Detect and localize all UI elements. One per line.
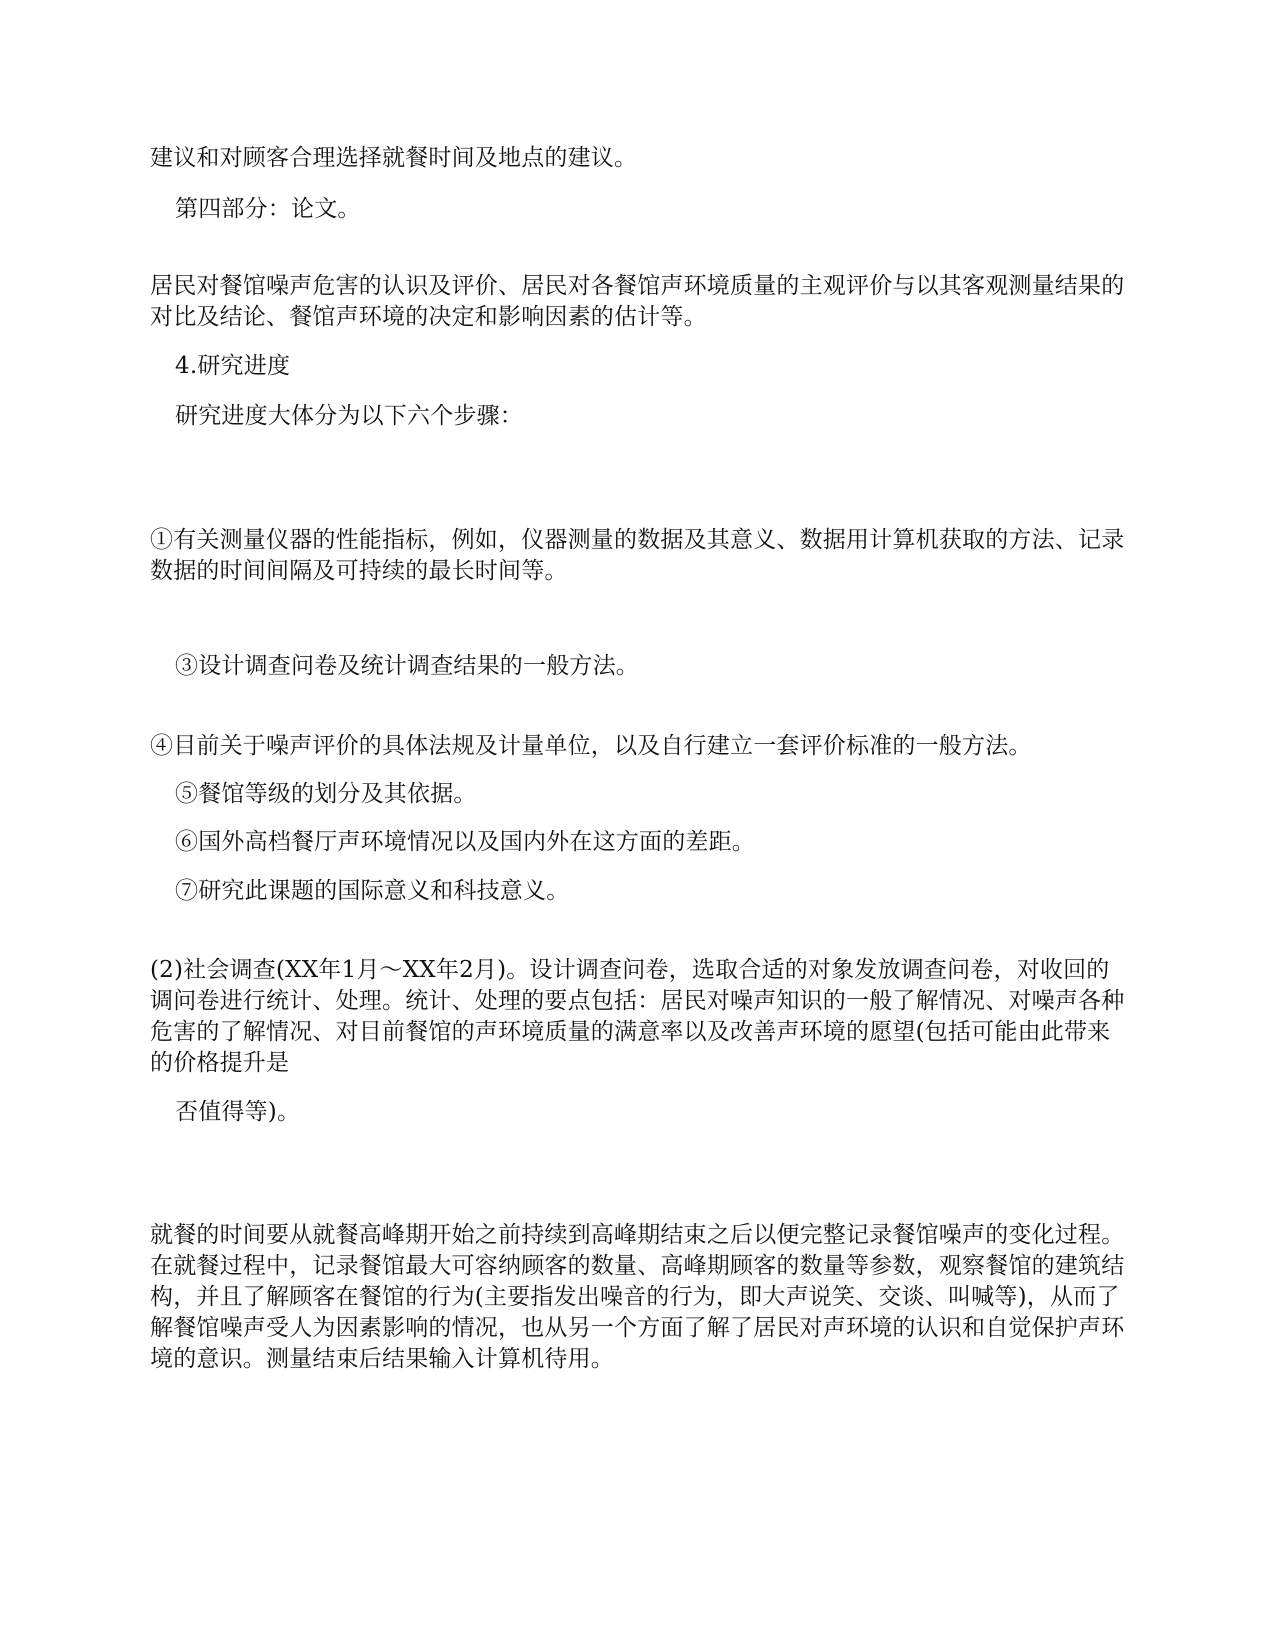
section-heading-research-progress: 4.研究进度 — [175, 353, 291, 379]
list-item-3: ③设计调查问卷及统计调查结果的一般方法。 — [175, 653, 639, 679]
list-item-4: ④目前关于噪声评价的具体法规及计量单位，以及自行建立一套评价标准的一般方法。 — [150, 733, 1032, 759]
paragraph-social-survey-continued: 否值得等)。 — [175, 1099, 301, 1125]
paragraph-part-four-heading: 第四部分：论文。 — [175, 196, 361, 222]
list-item-1: ①有关测量仪器的性能指标，例如，仪器测量的数据及其意义、数据用计算机获取的方法、记录数据的时间间隔及可持续的最长时间等。 — [150, 527, 1125, 584]
paragraph-recommendation-end: 建议和对顾客合理选择就餐时间及地点的建议。 — [150, 145, 638, 171]
list-item-7: ⑦研究此课题的国际意义和科技意义。 — [175, 878, 570, 904]
paragraph-dining-measurement: 就餐的时间要从就餐高峰期开始之前持续到高峰期结束之后以便完整记录餐馆噪声的变化过程。在就餐过程中，记录餐馆最大可容纳顾客的数量、高峰期顾客的数量等参数，观察餐馆的建筑结构，并且了解顾客在餐馆的行为(主要指发出噪音的行为，即大声说笑、交谈、叫喊等)，从而了解餐馆噪声受人为因素影响的情况，也从另一个方面了解了居民对声环境的认识和自觉保护声环境的意识。测量结束后结果输入计算机待用。 — [150, 1222, 1125, 1372]
paragraph-social-survey: (2)社会调查(XX年1月～XX年2月)。设计调查问卷，选取合适的对象发放调查问卷，对收回的调问卷进行统计、处理。统计、处理的要点包括：居民对噪声知识的一般了解情况、对噪声各种危害的了解情况、对目前餐馆的声环境质量的满意率以及改善声环境的愿望(包括可能由此带来的价格提升是 — [150, 957, 1125, 1076]
list-item-5: ⑤餐馆等级的划分及其依据。 — [175, 781, 477, 807]
paragraph-thesis-content: 居民对餐馆噪声危害的认识及评价、居民对各餐馆声环境质量的主观评价与以其客观测量结果的对比及结论、餐馆声环境的决定和影响因素的估计等。 — [150, 273, 1125, 330]
paragraph-six-steps-intro: 研究进度大体分为以下六个步骤： — [175, 403, 523, 429]
list-item-6: ⑥国外高档餐厅声环境情况以及国内外在这方面的差距。 — [175, 829, 755, 855]
